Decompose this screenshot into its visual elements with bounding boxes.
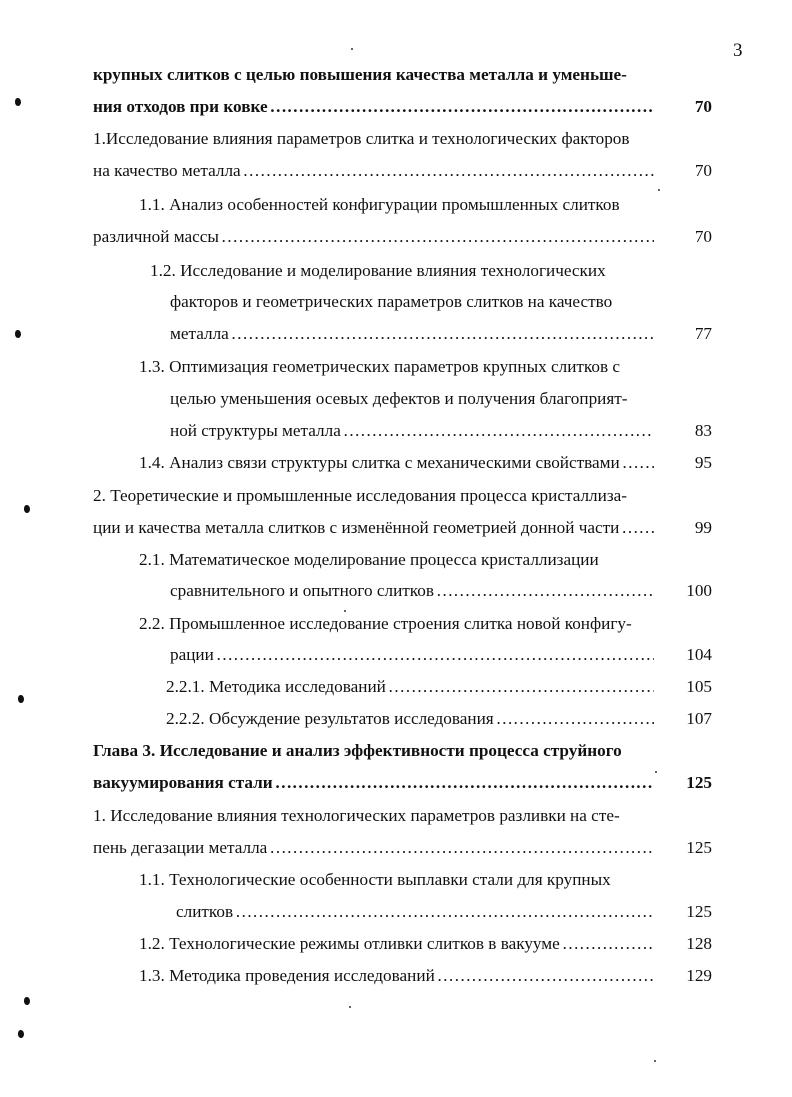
toc-entry-text: сравнительного и опытного слитков [170, 581, 434, 600]
toc-entry [170, 575, 712, 607]
dot-leader [268, 91, 654, 123]
toc-entry-text: 2. Теоретические и промышленные исследования процесса кристаллиза- [93, 486, 627, 505]
toc-entry-text: 1.2. Технологические режимы отливки слитков в вакууме [139, 934, 560, 953]
dot-leader [219, 221, 654, 253]
toc-entry-text: ной структуры металла [170, 421, 341, 440]
toc-entry-text: 1.3. Оптимизация геометрических параметров крупных слитков с [139, 357, 621, 376]
dot-leader [620, 447, 654, 479]
toc-page-number: 125 [686, 773, 712, 792]
dot-leader [214, 639, 654, 671]
toc-entry [93, 155, 712, 187]
toc-page-number: 77 [694, 324, 712, 343]
toc-entry-text: пень дегазации металла [93, 838, 268, 857]
dot-leader [341, 415, 654, 447]
page-number: 3 [733, 40, 743, 61]
dot-leader [619, 512, 654, 544]
dot-leader [273, 767, 654, 799]
toc-entry-text: 1.1. Технологические особенности выплавки стали для крупных [139, 870, 611, 889]
toc-entry [139, 447, 712, 479]
toc-page-number: 129 [686, 966, 712, 985]
toc-entry-text: 2.1. Математическое моделирование процесса кристаллизации [139, 550, 599, 569]
toc-page-number: 70 [694, 97, 712, 116]
toc-page-number: 95 [694, 453, 712, 472]
dot-leader [560, 928, 654, 960]
dot-leader [434, 575, 654, 607]
toc-page-number: 107 [686, 709, 712, 728]
toc-entry-text: 1. Исследование влияния технологических параметров разливки на сте- [93, 806, 620, 825]
toc-entry [93, 767, 712, 799]
toc-entry [93, 91, 712, 123]
toc-entry [93, 832, 712, 864]
toc-entry-text: слитков [176, 902, 234, 921]
scan-mark [15, 98, 21, 106]
scan-speck [654, 1060, 656, 1062]
dot-leader [229, 318, 654, 350]
toc-entry [93, 221, 712, 253]
toc-entry-text: вакуумирования стали [93, 773, 273, 792]
scan-mark [24, 997, 30, 1005]
dot-leader [494, 703, 654, 735]
toc-entry [139, 960, 712, 992]
toc-page-number: 104 [686, 645, 712, 664]
dot-leader [241, 155, 654, 187]
toc-entry [166, 703, 712, 735]
toc-entry-text: Глава 3. Исследование и анализ эффективности процесса струйного [93, 741, 622, 760]
scan-speck [351, 48, 353, 50]
toc-entry-text: ния отходов при ковке [93, 97, 268, 116]
scan-speck [344, 610, 346, 612]
toc-entry [170, 415, 712, 447]
toc-entry-text: 2.2.1. Методика исследований [166, 677, 386, 696]
toc-entry [170, 639, 712, 671]
dot-leader [435, 960, 654, 992]
toc-entry-text: 2.2.2. Обсуждение результатов исследования [166, 709, 494, 728]
toc-entry-text: 1.3. Методика проведения исследований [139, 966, 435, 985]
scan-mark [15, 330, 21, 338]
toc-entry [93, 512, 712, 544]
toc-entry-text: различной массы [93, 227, 219, 246]
toc-entry-text: на качество металла [93, 161, 241, 180]
toc-page-number: 70 [694, 227, 712, 246]
toc-page-number: 125 [686, 838, 712, 857]
toc-entry [170, 318, 712, 350]
scan-mark [18, 1030, 24, 1038]
scan-mark [24, 505, 30, 513]
dot-leader [267, 832, 654, 864]
toc-entry [176, 896, 712, 928]
toc-entry-text: целью уменьшения осевых дефектов и получения благоприят- [170, 389, 628, 408]
toc-entry [166, 671, 712, 703]
toc-entry-text: металла [170, 324, 229, 343]
scan-speck [658, 189, 660, 191]
toc-entry [139, 928, 712, 960]
toc-entry-text: крупных слитков с целью повышения качества металла и уменьше- [93, 65, 627, 84]
scan-speck [655, 771, 657, 773]
toc-entry-text: 1.Исследование влияния параметров слитка и технологических факторов [93, 129, 630, 148]
toc-entry-text: факторов и геометрических параметров слитков на качество [170, 292, 613, 311]
toc-page-number: 99 [694, 518, 712, 537]
toc-entry-text: 2.2. Промышленное исследование строения слитка новой конфигу- [139, 614, 632, 633]
toc-page-number: 105 [686, 677, 712, 696]
toc-entry-text: рации [170, 645, 214, 664]
toc-entry-text: ции и качества металла слитков с изменённой геометрией донной части [93, 518, 620, 537]
toc-page-number: 125 [686, 902, 712, 921]
toc-entry-text: 1.4. Анализ связи структуры слитка с механическими свойствами [139, 453, 620, 472]
dot-leader [233, 896, 654, 928]
toc-page-number: 70 [694, 161, 712, 180]
scan-mark [18, 695, 24, 703]
toc-page-number: 100 [686, 581, 712, 600]
scan-speck [349, 1006, 351, 1008]
dot-leader [386, 671, 654, 703]
toc-page-number: 83 [694, 421, 712, 440]
toc-entry-text: 1.2. Исследование и моделирование влияния технологических [150, 261, 606, 280]
toc-entry-text: 1.1. Анализ особенностей конфигурации промышленных слитков [139, 195, 620, 214]
toc-page-number: 128 [686, 934, 712, 953]
